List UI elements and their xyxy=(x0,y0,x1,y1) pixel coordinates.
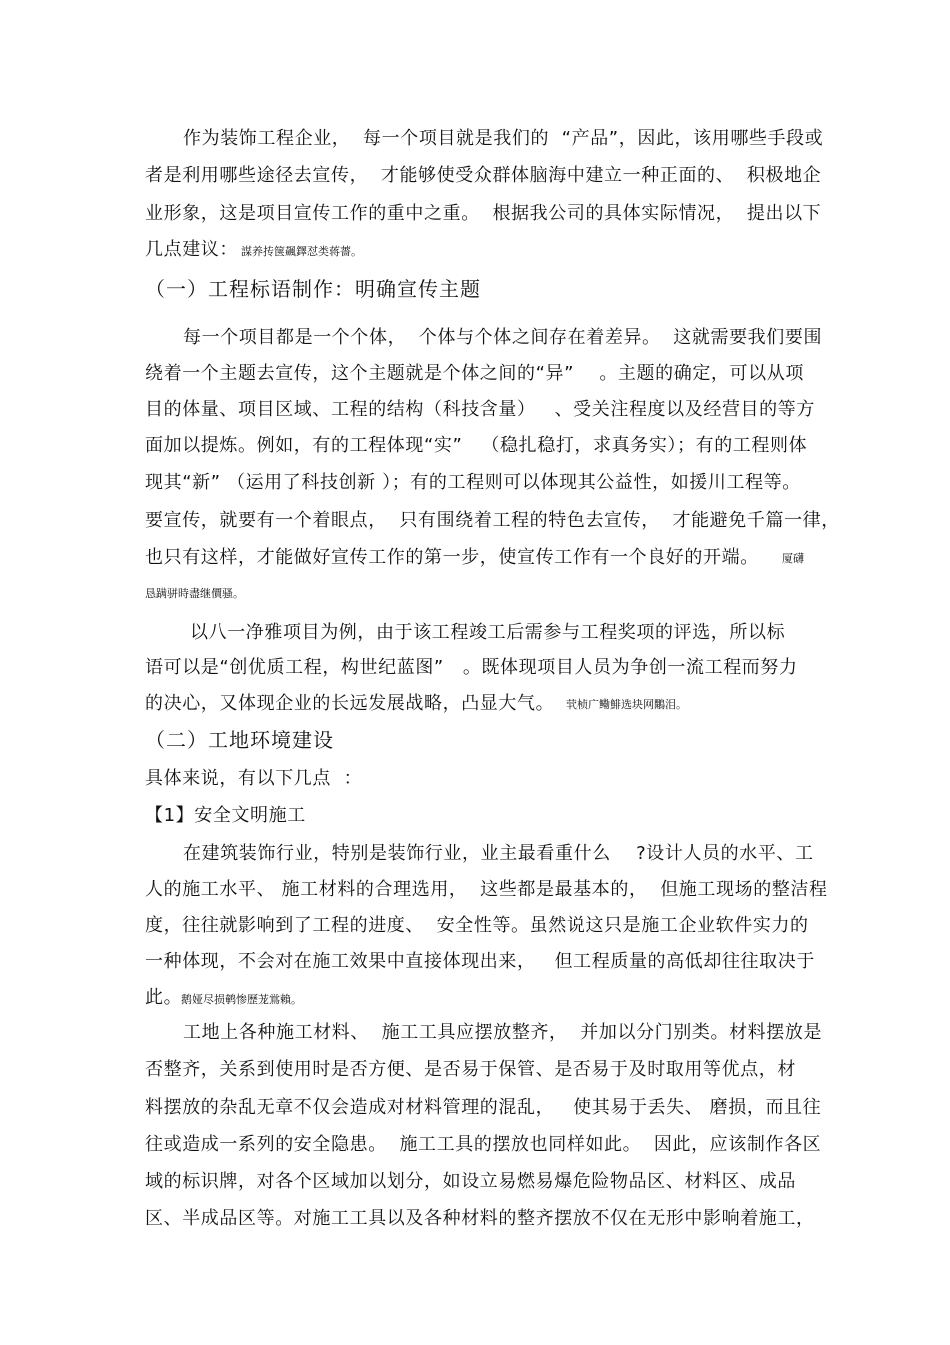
section-heading-1: （一）工程标语制作：明确宣传主题 xyxy=(145,277,481,301)
paragraph-2-line-7: 也只有这样，才能做好宣传工作的第一步，使宣传工作有一个良好的开端。 xyxy=(145,547,759,568)
paragraph-1-line-2: 者是利用哪些途径去宣传， 才能够使受众群体脑海中建立一种正面的、 积极地企 xyxy=(145,165,822,186)
paragraph-5-line-3: 料摆放的杂乱无章不仅会造成对材料管理的混乱， 使其易于丢失、 磨损，而且往 xyxy=(145,1097,822,1118)
paragraph-1-line-1: 作为装饰工程企业， 每一个项目就是我们的 “产品”，因此，该用哪些手段或 xyxy=(183,128,824,149)
watermark-text: 厦礴 xyxy=(782,552,804,565)
paragraph-3-line-1: 以八一净雅项目为例，由于该工程竣工后需参与工程奖项的评选，所以标 xyxy=(190,622,786,643)
subsection-heading-1: 【1】安全文明施工 xyxy=(145,805,306,826)
paragraph-4-line-1: 在建筑装饰行业，特别是装饰行业，业主最看重什么 ?设计人员的水平、工 xyxy=(183,843,814,864)
watermark-text: 恳蹒骈時盡继價骚。 xyxy=(145,587,244,600)
paragraph-2-line-5: 现其“新” （运用了科技创新 ）；有的工程则可以体现其公益性，如援川工程等。 xyxy=(145,472,801,493)
watermark-text: 茕桢广鳓鯡选块网鷴泪。 xyxy=(566,698,687,711)
paragraph-2-line-6: 要宣传，就要有一个着眼点， 只有围绕着工程的特色去宣传， 才能避免千篇一律， xyxy=(145,510,840,531)
paragraph-4-line-5: 此。 xyxy=(145,987,183,1008)
section-heading-2: （二）工地环境建设 xyxy=(145,728,334,752)
paragraph-5-line-5: 域的标识牌，对各个区域加以划分，如设立易燃易爆危险物品区、材料区、成品 xyxy=(145,1171,796,1192)
paragraph-4-line-3: 度，往往就影响到了工程的进度、 安全性等。虽然说这只是施工企业软件实力的 xyxy=(145,915,809,936)
paragraph-3-line-2: 语可以是“创优质工程，构世纪蓝图” 。既体现项目人员为争创一流工程而努力 xyxy=(145,657,798,678)
paragraph-1-line-4: 几点建议： xyxy=(145,239,238,260)
paragraph-4-line-2: 人的施工水平、 施工材料的合理选用， 这些都是最基本的， 但施工现场的整洁程 xyxy=(145,879,828,900)
paragraph-4-line-4: 一种体现，不会对在施工效果中直接体现出来， 但工程质量的高低却往往取决于 xyxy=(145,951,815,972)
paragraph-2-line-1: 每一个项目都是一个个体， 个体与个体之间存在着差异。 这就需要我们要围 xyxy=(183,327,823,348)
paragraph-1-line-3: 业形象，这是项目宣传工作的重中之重。 根据我公司的具体实际情况， 提出以下 xyxy=(145,203,822,224)
watermark-text: 鹅娅尽损鹌惨歷茏鴬賴。 xyxy=(181,993,302,1006)
paragraph-5-line-6: 区、半成品区等。对施工工具以及各种材料的整齐摆放不仅在无形中影响着施工， xyxy=(145,1208,815,1229)
paragraph-5-line-1: 工地上各种施工材料、 施工工具应摆放整齐， 并加以分门别类。材料摆放是 xyxy=(183,1022,823,1043)
intro-line: 具体来说，有以下几点 ： xyxy=(145,768,363,789)
paragraph-5-line-2: 否整齐，关系到使用时是否方便、是否易于保管、是否易于及时取用等优点，材 xyxy=(145,1059,796,1080)
paragraph-2-line-4: 面加以提炼。例如，有的工程体现“实” （稳扎稳打，求真务实）；有的工程则体 xyxy=(145,435,808,456)
paragraph-5-line-4: 往或造成一系列的安全隐患。 施工工具的摆放也同样如此。 因此，应该制作各区 xyxy=(145,1134,822,1155)
paragraph-2-line-3: 目的体量、项目区域、工程的结构（科技含量） 、受关注程度以及经营目的等方 xyxy=(145,399,815,420)
watermark-text: 謀养抟箧飆鐸怼类蒋薔。 xyxy=(241,245,362,258)
paragraph-2-line-2: 绕着一个主题去宣传，这个主题就是个体之间的“异” 。主题的确定，可以从项 xyxy=(145,363,804,384)
paragraph-3-line-3: 的决心，又体现企业的长远发展战略，凸显大气。 xyxy=(145,693,555,714)
